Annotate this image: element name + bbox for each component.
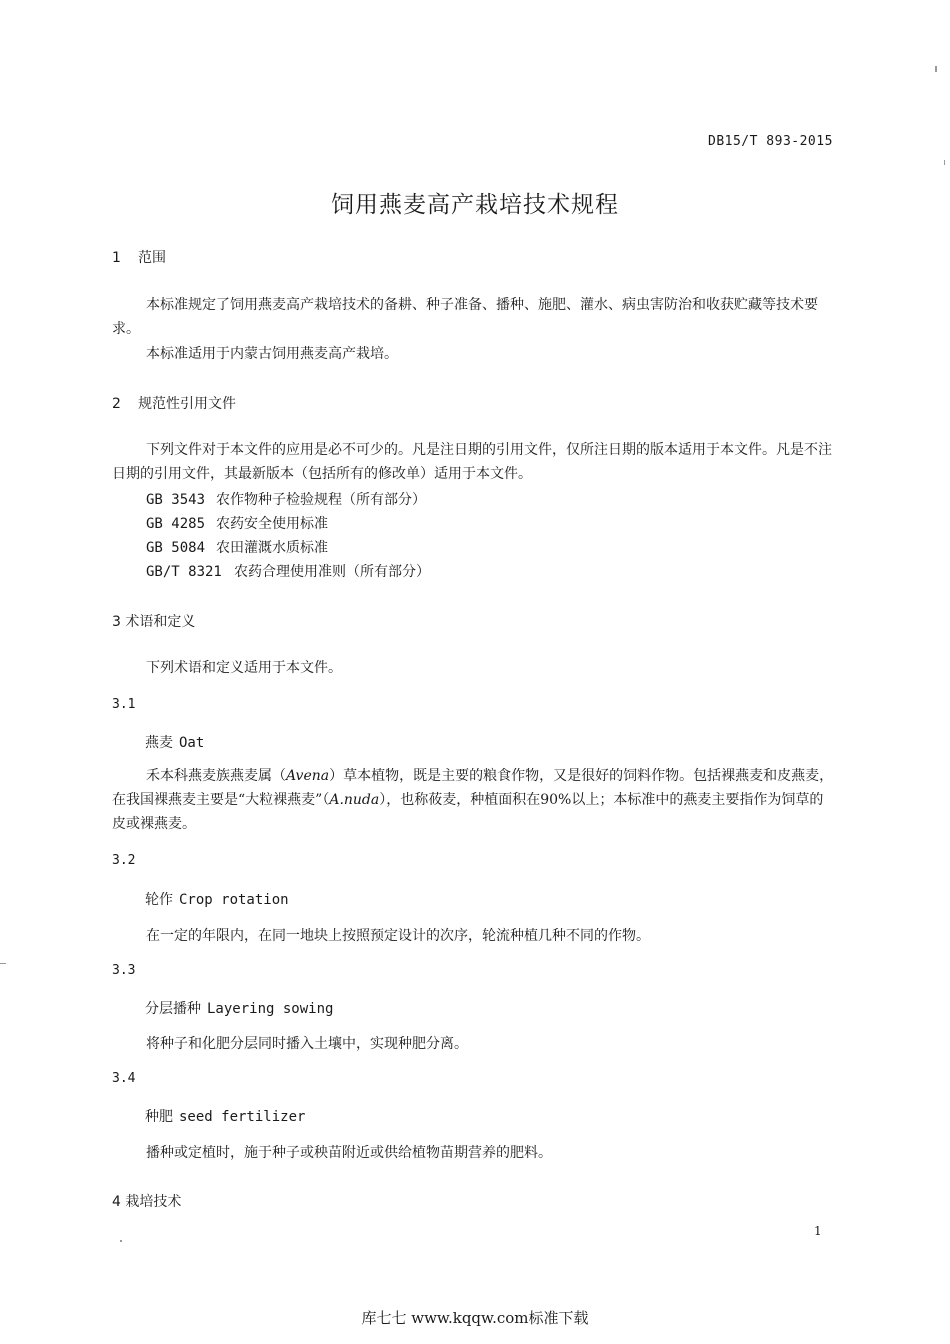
term-3-3-english: Layering sowing (207, 1001, 334, 1017)
reference-code: GB/T 8321 (146, 564, 222, 580)
scan-artifact (944, 160, 945, 165)
term-3-3-definition: 将种子和化肥分层同时播入土壤中，实现种肥分离。 (146, 1036, 468, 1052)
section-2-paragraph: 下列文件对于本文件的应用是必不可少的。凡是注日期的引用文件，仅所注日期的版本适用于本文件。凡是不注日期的引用文件，其最新版本（包括所有的修改单）适用于本文件。 (112, 442, 832, 482)
term-3-2-english: Crop rotation (179, 892, 289, 908)
term-3-1-definition-part: 禾本科燕麦族燕麦属（ (146, 768, 286, 784)
footer-watermark: 库七七 www.kqqw.com标准下载 (361, 1309, 589, 1327)
page-number: 1 (814, 1224, 822, 1238)
term-3-2-chinese: 轮作 (145, 892, 173, 908)
term-3-4-chinese: 种肥 (145, 1109, 173, 1125)
section-1-paragraph-1: 本标准规定了饲用燕麦高产栽培技术的备耕、种子准备、播种、施肥、灌水、病虫害防治和收获贮藏等技术要求。 (112, 297, 818, 337)
term-3-4-number: 3.4 (112, 1071, 136, 1086)
document-code: DB15/T 893-2015 (708, 134, 833, 149)
section-1-paragraph-2: 本标准适用于内蒙古饲用燕麦高产栽培。 (146, 346, 398, 362)
term-3-1-chinese: 燕麦 (145, 735, 173, 751)
reference-name: 农田灌溉水质标准 (216, 540, 328, 556)
term-3-3-number: 3.3 (112, 963, 136, 978)
reference-name: 农药安全使用标准 (216, 516, 328, 532)
reference-name: 农作物种子检验规程（所有部分） (216, 492, 426, 508)
section-1-title: 范围 (138, 250, 166, 266)
scan-artifact (0, 963, 6, 964)
section-2-title: 规范性引用文件 (138, 396, 236, 412)
term-3-2-number: 3.2 (112, 853, 136, 868)
term-3-1-latin-species: A.nuda (329, 792, 380, 808)
term-3-4-definition: 播种或定植时，施于种子或秧苗附近或供给植物苗期营养的肥料。 (146, 1145, 552, 1161)
reference-item (146, 537, 328, 557)
term-3-2-definition: 在一定的年限内，在同一地块上按照预定设计的次序，轮流种植几种不同的作物。 (146, 928, 650, 944)
term-3-1-definition-part: ），也称莜麦，种植面积在90%以上；本标准中的燕麦主要指作为饲草的皮或裸燕麦。 (112, 792, 824, 832)
term-3-1 (145, 732, 204, 752)
section-4-heading: 4 栽培技术 (112, 1194, 182, 1210)
section-2-heading (112, 393, 236, 413)
section-1-number: 1 (112, 250, 121, 266)
scan-artifact (935, 66, 937, 72)
reference-code: GB 4285 (146, 516, 206, 532)
term-3-1-definition (112, 764, 836, 836)
reference-item (146, 513, 328, 533)
term-3-1-number: 3.1 (112, 697, 136, 712)
reference-item (146, 561, 430, 581)
reference-item (146, 489, 426, 509)
term-3-1-definition-part: ）草本植物，既是主要的粮食作物，又是很好的饲料作物。包括裸燕麦和皮燕麦，在我国裸燕麦主要是“大粒裸燕麦”（ (112, 768, 834, 808)
scan-artifact (120, 1240, 122, 1242)
reference-name: 农药合理使用准则（所有部分） (234, 564, 430, 580)
section-3-intro: 下列术语和定义适用于本文件。 (146, 660, 342, 676)
term-3-4-english: seed fertilizer (179, 1109, 306, 1125)
section-1-heading (112, 247, 166, 267)
term-3-3 (145, 998, 333, 1018)
reference-code: GB 5084 (146, 540, 206, 556)
section-2-number: 2 (112, 396, 121, 412)
section-3-heading: 3 术语和定义 (112, 614, 196, 630)
term-3-4 (145, 1106, 305, 1126)
term-3-1-latin-genus: Avena (286, 768, 330, 784)
reference-code: GB 3543 (146, 492, 206, 508)
term-3-2 (145, 889, 289, 909)
document-title: 饲用燕麦高产栽培技术规程 (331, 192, 619, 218)
term-3-1-english: Oat (179, 735, 205, 751)
term-3-3-chinese: 分层播种 (145, 1001, 201, 1017)
